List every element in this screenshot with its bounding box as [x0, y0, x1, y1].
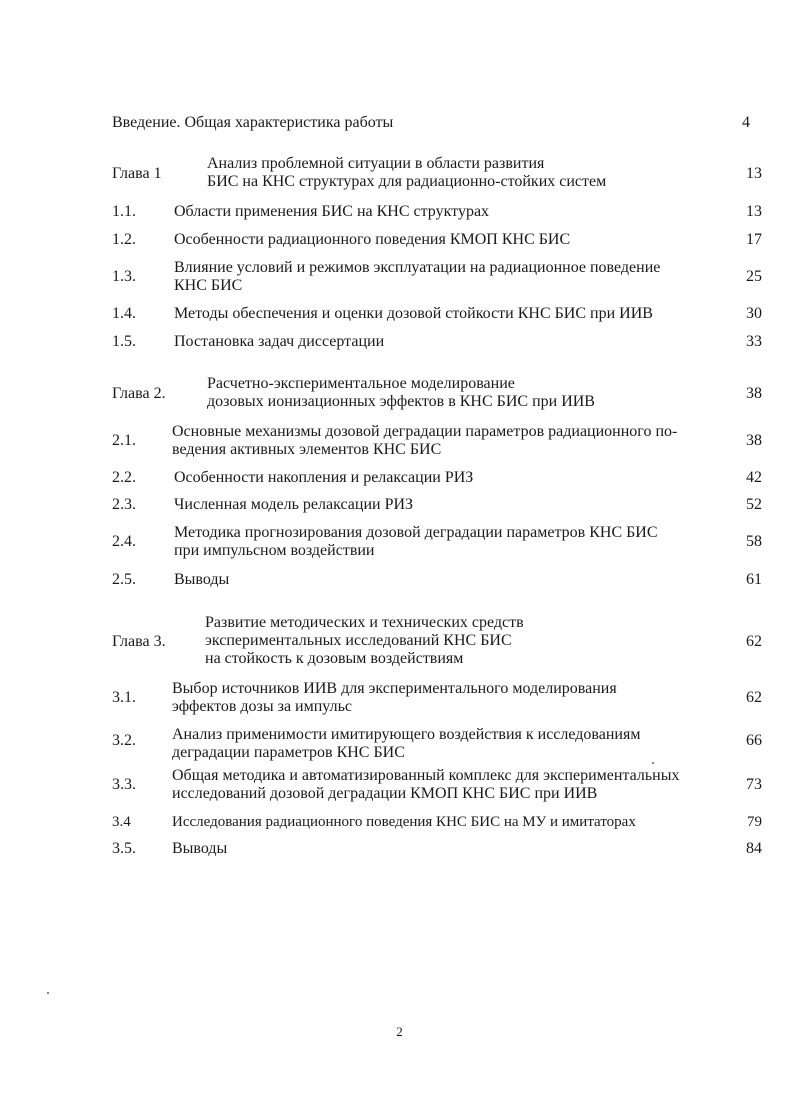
- toc-entry-page: 17: [746, 231, 762, 248]
- toc-entry-title: Методика прогнозирования дозовой деградации параметров КНС БИС при импульсном воздействии: [174, 524, 658, 559]
- toc-entry-title: Численная модель релаксации РИЗ: [174, 496, 414, 513]
- toc-entry-page: 62: [746, 633, 762, 650]
- page-number: 2: [396, 1024, 403, 1039]
- toc-entry-page: 30: [746, 305, 762, 322]
- toc-entry-title: Выбор источников ИИВ для экспериментального моделирования эффектов дозы за импульс: [172, 680, 617, 715]
- toc-entry-number: 3.5.: [112, 840, 136, 857]
- toc-entry-number: 2.2.: [112, 469, 136, 486]
- scan-speck: [47, 992, 49, 994]
- toc-entry-number: Глава 3.: [112, 633, 166, 650]
- toc-entry-title: Расчетно-экспериментальное моделирование дозовых ионизационных эффектов в КНС БИС при ИИВ: [207, 375, 595, 410]
- toc-entry-title: Особенности радиационного поведения КМОП КНС БИС: [174, 231, 571, 248]
- toc-entry-page: 4: [742, 114, 750, 131]
- toc-entry-number: 3.4: [112, 814, 131, 830]
- scan-speck: [652, 762, 654, 764]
- toc-entry-title: Выводы: [174, 571, 230, 588]
- toc-entry-title: Общая методика и автоматизированный комплекс для экспериментальных исследований дозовой деградации КМОП КНС БИС при ИИВ: [172, 767, 680, 802]
- toc-entry-page: 13: [746, 165, 762, 182]
- toc-entry-title: Развитие методических и технических средств экспериментальных исследований КНС БИС на стойкость к дозовым воздействиям: [205, 614, 524, 667]
- toc-entry-page: 38: [746, 432, 762, 449]
- toc-entry-title: Выводы: [172, 840, 228, 857]
- toc-entry-number: 2.4.: [112, 533, 136, 550]
- toc-entry-page: 58: [746, 533, 762, 550]
- toc-entry-number: 1.4.: [112, 305, 136, 322]
- toc-entry-number: 3.1.: [112, 689, 136, 706]
- toc-entry-title: Особенности накопления и релаксации РИЗ: [174, 469, 474, 486]
- toc-entry-number: Глава 1: [112, 165, 162, 182]
- toc-entry-number: 1.3.: [112, 268, 136, 285]
- toc-entry-page: 38: [746, 385, 762, 402]
- toc-entry-title: Основные механизмы дозовой деградации параметров радиационного по- ведения активных элементов КНС БИС: [172, 423, 678, 458]
- toc-entry-page: 42: [746, 469, 762, 486]
- toc-entry-title: Методы обеспечения и оценки дозовой стойкости КНС БИС при ИИВ: [174, 305, 653, 322]
- toc-entry-page: 25: [746, 268, 762, 285]
- toc-entry-title: Постановка задач диссертации: [174, 333, 385, 350]
- toc-entry-number: 1.2.: [112, 231, 136, 248]
- toc-entry-number: 3.2.: [112, 732, 136, 749]
- toc-entry-page: 79: [747, 814, 762, 830]
- toc-entry-number: 2.3.: [112, 496, 136, 513]
- toc-entry-number: 2.1.: [112, 432, 136, 449]
- toc-entry-page: 66: [746, 732, 762, 749]
- toc-entry-number: 2.5.: [112, 571, 136, 588]
- toc-entry-title: Влияние условий и режимов эксплуатации на радиационное поведение КНС БИС: [174, 259, 661, 294]
- toc-entry-page: 52: [746, 496, 762, 513]
- toc-entry-number: 3.3.: [112, 776, 136, 793]
- toc-entry-title: Введение. Общая характеристика работы: [112, 114, 394, 131]
- toc-entry-number: 1.1.: [112, 203, 136, 220]
- toc-entry-title: Анализ применимости имитирующего воздействия к исследованиям деградации параметров КНС БИС: [172, 726, 641, 761]
- toc-entry-title: Анализ проблемной ситуации в области развития БИС на КНС структурах для радиационно-стойких систем: [207, 155, 607, 190]
- toc-entry-number: 1.5.: [112, 333, 136, 350]
- toc-entry-page: 13: [746, 203, 762, 220]
- toc-entry-page: 73: [746, 776, 762, 793]
- toc-entry-page: 33: [746, 333, 762, 350]
- toc-entry-page: 84: [746, 840, 762, 857]
- toc-entry-title: Области применения БИС на КНС структурах: [174, 203, 490, 220]
- toc-entry-page: 61: [746, 571, 762, 588]
- toc-entry-page: 62: [746, 689, 762, 706]
- toc-entry-title: Исследования радиационного поведения КНС БИС на МУ и имитаторах: [172, 814, 636, 830]
- toc-entry-number: Глава 2.: [112, 385, 166, 402]
